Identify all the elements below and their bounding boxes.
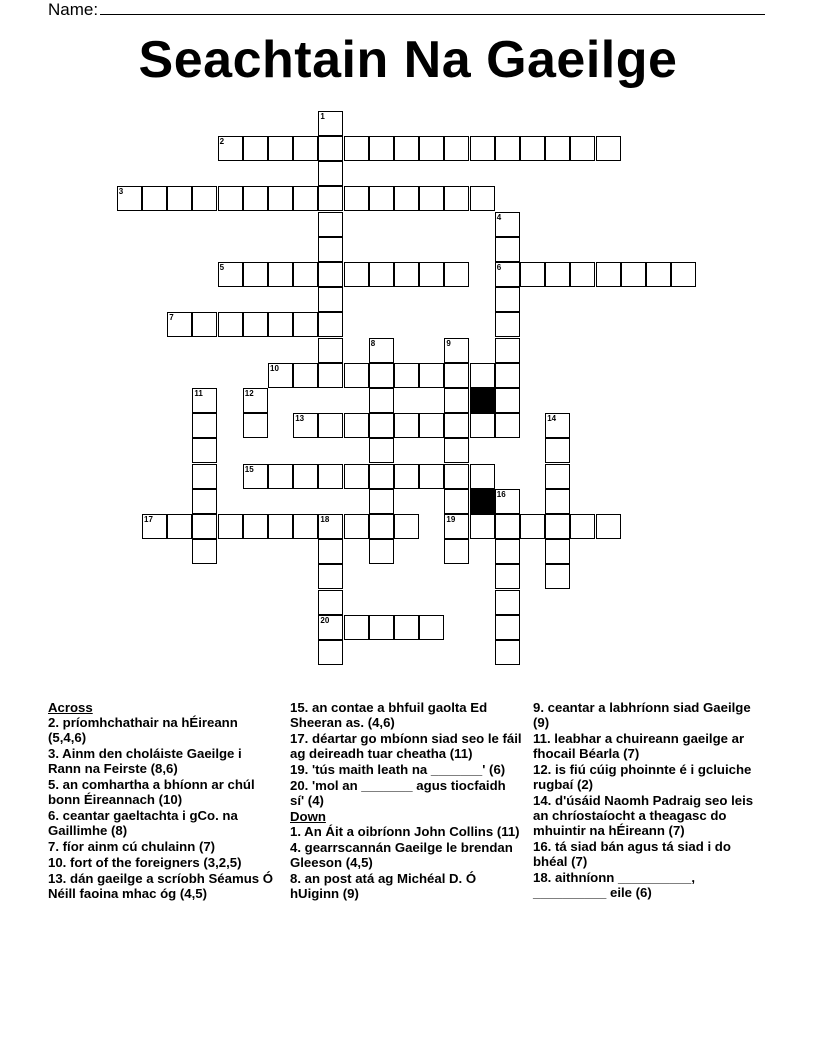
grid-cell[interactable]: [444, 262, 469, 287]
grid-cell[interactable]: [470, 186, 495, 211]
clue-num: 8.: [290, 871, 301, 886]
clue-number: 1: [320, 111, 325, 121]
grid-cell[interactable]: [192, 514, 217, 539]
grid-cell[interactable]: [293, 312, 318, 337]
clue-num: 9.: [533, 700, 544, 715]
grid-cell[interactable]: [344, 363, 369, 388]
grid-cell[interactable]: [394, 514, 419, 539]
clue-text: aithníonn __________, __________ eile (6): [533, 870, 696, 900]
clue-item: [290, 824, 522, 839]
clue-num: 5.: [48, 777, 59, 792]
clue-number: 7: [169, 313, 174, 323]
grid-cell[interactable]: [369, 489, 394, 514]
clue-text: fíor ainm cú chulainn (7): [59, 839, 216, 854]
grid-cell[interactable]: [344, 464, 369, 489]
down-heading: Down: [290, 809, 326, 824]
grid-cell[interactable]: [444, 438, 469, 463]
grid-cell[interactable]: [470, 464, 495, 489]
clue-text: an contae a bhfuil gaolta Ed Sheeran as. (4,6): [290, 700, 488, 730]
grid-cell[interactable]: [192, 413, 217, 438]
grid-cell[interactable]: [192, 312, 217, 337]
grid-cell[interactable]: [444, 413, 469, 438]
grid-cell[interactable]: [444, 186, 469, 211]
grid-cell[interactable]: [167, 186, 192, 211]
grid-cell[interactable]: [596, 514, 621, 539]
clue-num: 20.: [290, 778, 309, 793]
clue-text: tá siad bán agus tá siad i do bhéal (7): [533, 839, 731, 869]
clue-number: 8: [370, 338, 376, 348]
page-title: Seachtain Na Gaeilge: [138, 31, 678, 89]
grid-cell[interactable]: [495, 489, 520, 514]
grid-cell[interactable]: [243, 312, 268, 337]
grid-cell[interactable]: [293, 186, 318, 211]
clue-num: 10.: [48, 855, 67, 870]
clue-num: 7.: [48, 839, 59, 854]
grid-cell[interactable]: [545, 539, 570, 564]
grid-cell[interactable]: [596, 262, 621, 287]
grid-cell[interactable]: [318, 186, 343, 211]
grid-cell[interactable]: [192, 489, 217, 514]
clue-num: 19.: [290, 762, 309, 777]
grid-cell[interactable]: [167, 514, 192, 539]
grid-cell[interactable]: [495, 312, 520, 337]
grid-cell[interactable]: [318, 287, 343, 312]
grid-cell[interactable]: [570, 514, 595, 539]
grid-cell[interactable]: [142, 186, 167, 211]
grid-cell[interactable]: [344, 615, 369, 640]
clue-number: 11: [194, 389, 203, 398]
grid-cell[interactable]: [545, 564, 570, 589]
clue-num: 12.: [533, 762, 552, 777]
grid-cell[interactable]: [318, 363, 343, 388]
grid-cell[interactable]: [545, 413, 570, 438]
grid-cell[interactable]: [444, 363, 469, 388]
grid-cell[interactable]: [369, 388, 394, 413]
grid-cell[interactable]: [318, 237, 343, 262]
clue-number: 18: [320, 515, 330, 524]
clue-num: 15.: [290, 700, 309, 715]
grid-cell[interactable]: [369, 615, 394, 640]
grid-cell[interactable]: [268, 186, 293, 211]
clue-number: 9: [446, 338, 451, 348]
clue-number: 2: [219, 137, 225, 146]
clue-item: [533, 731, 768, 761]
grid-cell[interactable]: [318, 590, 343, 615]
clue-item: [48, 808, 278, 838]
grid-cell[interactable]: [344, 262, 369, 287]
clue-number: 13: [295, 414, 305, 424]
clue-text: 'tús maith leath na _______' (6): [308, 762, 506, 777]
clue-item: [48, 715, 278, 745]
grid-cell[interactable]: [268, 464, 293, 489]
grid-cell[interactable]: [470, 136, 495, 161]
grid-cell[interactable]: [646, 262, 671, 287]
grid-cell[interactable]: [318, 539, 343, 564]
grid-cell[interactable]: [394, 464, 419, 489]
grid-cell[interactable]: [344, 413, 369, 438]
grid-cell[interactable]: [369, 514, 394, 539]
grid-cell[interactable]: [495, 136, 520, 161]
grid-cell[interactable]: [419, 413, 444, 438]
clue-item: [48, 777, 278, 807]
grid-cell[interactable]: [344, 514, 369, 539]
grid-cell[interactable]: [369, 413, 394, 438]
grid-cell[interactable]: [545, 489, 570, 514]
grid-cell[interactable]: [570, 136, 595, 161]
clue-text: Ainm den choláiste Gaeilge i Rann na Feirste (8,6): [48, 746, 242, 776]
grid-cell[interactable]: [394, 363, 419, 388]
name-label: Name:: [48, 0, 99, 19]
clue-text: An Áit a oibríonn John Collins (11): [301, 824, 520, 839]
clues-column-1: [48, 700, 278, 902]
clue-text: gearrscannán Gaeilge le brendan Gleeson (4,5): [290, 840, 513, 870]
grid-cell[interactable]: [243, 413, 268, 438]
clue-text: fort of the foreigners (3,2,5): [66, 855, 242, 870]
grid-cell[interactable]: [520, 262, 545, 287]
grid-cell[interactable]: [192, 186, 217, 211]
clue-text: dán gaeilge a scríobh Séamus Ó Néill faoina mhac óg (4,5): [48, 871, 274, 901]
clue-item: [533, 870, 768, 900]
clue-num: 11.: [533, 731, 551, 746]
grid-cell[interactable]: [268, 514, 293, 539]
grid-cell[interactable]: [545, 136, 570, 161]
clue-item: [48, 746, 278, 776]
grid-cell[interactable]: [444, 539, 469, 564]
grid-cell[interactable]: [495, 539, 520, 564]
clue-item: [48, 855, 278, 870]
grid-cell[interactable]: [621, 262, 646, 287]
grid-cell[interactable]: [192, 464, 217, 489]
clue-item: [533, 762, 768, 792]
grid-cell[interactable]: [495, 640, 520, 665]
clue-text: leabhar a chuireann gaeilge ar fhocail Béarla (7): [533, 731, 745, 761]
clue-num: 18.: [533, 870, 552, 885]
grid-cell[interactable]: [318, 514, 343, 539]
grid-cell[interactable]: [444, 136, 469, 161]
grid-cell[interactable]: [293, 413, 318, 438]
grid-cell[interactable]: [318, 161, 343, 186]
grid-cell[interactable]: [394, 615, 419, 640]
grid-cell[interactable]: [545, 438, 570, 463]
grid-cell[interactable]: [444, 338, 469, 363]
grid-cell[interactable]: [495, 514, 520, 539]
grid-cell[interactable]: [470, 363, 495, 388]
clue-text: d'úsáid Naomh Padraig seo leis an chríostaíocht a theagasc do mhuintir na hÉireann (7): [533, 793, 754, 838]
grid-cell[interactable]: [495, 287, 520, 312]
grid-cell[interactable]: [268, 262, 293, 287]
grid-block: [470, 489, 495, 514]
clue-number: 10: [270, 363, 279, 373]
grid-cell[interactable]: [444, 464, 469, 489]
grid-cell[interactable]: [268, 363, 293, 388]
clue-number: 20: [320, 615, 330, 625]
grid-cell[interactable]: [218, 312, 243, 337]
clue-text: an comhartha a bhíonn ar chúl bonn Éireannach (10): [48, 777, 255, 807]
clue-num: 4.: [290, 840, 301, 855]
grid-cell[interactable]: [369, 539, 394, 564]
grid-cell[interactable]: [545, 464, 570, 489]
clue-text: 'mol an _______ agus tiocfaidh sí' (4): [290, 778, 506, 808]
grid-cell[interactable]: [369, 186, 394, 211]
clue-number: 6: [496, 263, 502, 272]
clue-num: 17.: [290, 731, 309, 746]
grid-cell[interactable]: [369, 136, 394, 161]
grid-cell[interactable]: [243, 136, 268, 161]
grid-cell[interactable]: [318, 564, 343, 589]
clue-number: 12: [244, 389, 254, 398]
grid-cell[interactable]: [369, 338, 394, 363]
clue-item: [48, 839, 278, 854]
grid-cell[interactable]: [293, 514, 318, 539]
grid-cell[interactable]: [318, 111, 343, 136]
clue-number: 14: [547, 414, 557, 424]
grid-cell[interactable]: [293, 136, 318, 161]
grid-cell[interactable]: [369, 363, 394, 388]
clue-item: [290, 778, 522, 808]
grid-cell[interactable]: [444, 489, 469, 514]
clue-number: 15: [244, 464, 254, 474]
clue-number: 5: [219, 263, 225, 272]
clue-num: 14.: [533, 793, 552, 808]
clues-column-3: [533, 700, 768, 901]
grid-cell[interactable]: [243, 388, 268, 413]
grid-cell[interactable]: [495, 237, 520, 262]
grid-cell[interactable]: [243, 262, 268, 287]
grid-cell[interactable]: [318, 312, 343, 337]
grid-cell[interactable]: [520, 136, 545, 161]
clue-text: ceantar gaeltachta i gCo. na Gaillimhe (8): [48, 808, 238, 838]
clue-text: déartar go mbíonn siad seo le fáil ag deireadh tuar cheatha (11): [290, 731, 522, 761]
grid-cell[interactable]: [318, 615, 343, 640]
clues-column-2: [290, 700, 522, 902]
clue-number: 17: [144, 515, 153, 524]
grid-cell[interactable]: [344, 136, 369, 161]
grid-cell[interactable]: [570, 262, 595, 287]
clue-item: [533, 839, 768, 869]
clue-number: 16: [496, 489, 506, 499]
clue-item: [533, 793, 768, 838]
grid-cell[interactable]: [671, 262, 696, 287]
grid-cell[interactable]: [470, 413, 495, 438]
grid-cell[interactable]: [495, 262, 520, 287]
grid-cell[interactable]: [444, 514, 469, 539]
grid-cell[interactable]: [218, 136, 243, 161]
grid-cell[interactable]: [520, 514, 545, 539]
clue-num: 16.: [533, 839, 552, 854]
clue-number: 3: [118, 187, 124, 197]
grid-cell[interactable]: [545, 514, 570, 539]
grid-cell[interactable]: [218, 262, 243, 287]
grid-cell[interactable]: [268, 136, 293, 161]
grid-cell[interactable]: [218, 514, 243, 539]
grid-cell[interactable]: [444, 388, 469, 413]
grid-cell[interactable]: [495, 413, 520, 438]
grid-cell[interactable]: [117, 186, 142, 211]
grid-cell[interactable]: [545, 262, 570, 287]
grid-cell[interactable]: [318, 262, 343, 287]
grid-cell[interactable]: [495, 590, 520, 615]
grid-cell[interactable]: [394, 186, 419, 211]
clue-number: 4: [496, 212, 502, 222]
clue-text: is fiú cúig phoinnte é i gcluiche rugbaí (2): [533, 762, 752, 792]
clue-item: [290, 871, 522, 901]
grid-cell[interactable]: [596, 136, 621, 161]
clue-num: 13.: [48, 871, 67, 886]
grid-cell[interactable]: [268, 312, 293, 337]
grid-cell[interactable]: [419, 136, 444, 161]
grid-cell[interactable]: [243, 186, 268, 211]
grid-cell[interactable]: [470, 514, 495, 539]
grid-cell[interactable]: [369, 438, 394, 463]
grid-cell[interactable]: [419, 615, 444, 640]
grid-cell[interactable]: [394, 413, 419, 438]
grid-cell[interactable]: [495, 212, 520, 237]
across-heading: Across: [48, 700, 93, 715]
clue-item: [290, 700, 522, 730]
clue-num: 3.: [48, 746, 59, 761]
clue-item: [290, 762, 522, 777]
grid-cell[interactable]: [218, 186, 243, 211]
grid-cell[interactable]: [192, 539, 217, 564]
clue-num: 2.: [48, 715, 59, 730]
grid-cell[interactable]: [293, 262, 318, 287]
grid-cell[interactable]: [495, 338, 520, 363]
clue-item: [290, 840, 522, 870]
clue-text: ceantar a labhríonn siad Gaeilge (9): [533, 700, 751, 730]
grid-cell[interactable]: [243, 514, 268, 539]
grid-cell[interactable]: [318, 136, 343, 161]
grid-cell[interactable]: [495, 564, 520, 589]
clue-text: an post atá ag Michéal D. Ó hUiginn (9): [290, 871, 477, 901]
grid-cell[interactable]: [243, 464, 268, 489]
clue-item: [533, 700, 768, 730]
clue-item: [48, 871, 278, 901]
grid-cell[interactable]: [192, 438, 217, 463]
grid-cell[interactable]: [419, 464, 444, 489]
grid-cell[interactable]: [419, 262, 444, 287]
grid-cell[interactable]: [394, 136, 419, 161]
grid-cell[interactable]: [495, 615, 520, 640]
clue-num: 6.: [48, 808, 59, 823]
grid-cell[interactable]: [192, 388, 217, 413]
grid-cell[interactable]: [167, 312, 192, 337]
grid-cell[interactable]: [419, 363, 444, 388]
grid-cell[interactable]: [344, 186, 369, 211]
grid-cell[interactable]: [293, 363, 318, 388]
clue-item: [290, 731, 522, 761]
grid-cell[interactable]: [369, 262, 394, 287]
grid-cell[interactable]: [495, 363, 520, 388]
grid-cell[interactable]: [142, 514, 167, 539]
grid-cell[interactable]: [318, 338, 343, 363]
clue-number: 19: [446, 515, 456, 524]
grid-cell[interactable]: [419, 186, 444, 211]
grid-cell[interactable]: [318, 640, 343, 665]
clue-text: príomhchathair na hÉireann (5,4,6): [48, 715, 238, 745]
grid-cell[interactable]: [318, 212, 343, 237]
grid-cell[interactable]: [318, 413, 343, 438]
grid-cell[interactable]: [293, 464, 318, 489]
grid-block: [470, 388, 495, 413]
grid-cell[interactable]: [318, 464, 343, 489]
grid-cell[interactable]: [369, 464, 394, 489]
clue-num: 1.: [290, 824, 301, 839]
grid-cell[interactable]: [394, 262, 419, 287]
grid-cell[interactable]: [495, 388, 520, 413]
